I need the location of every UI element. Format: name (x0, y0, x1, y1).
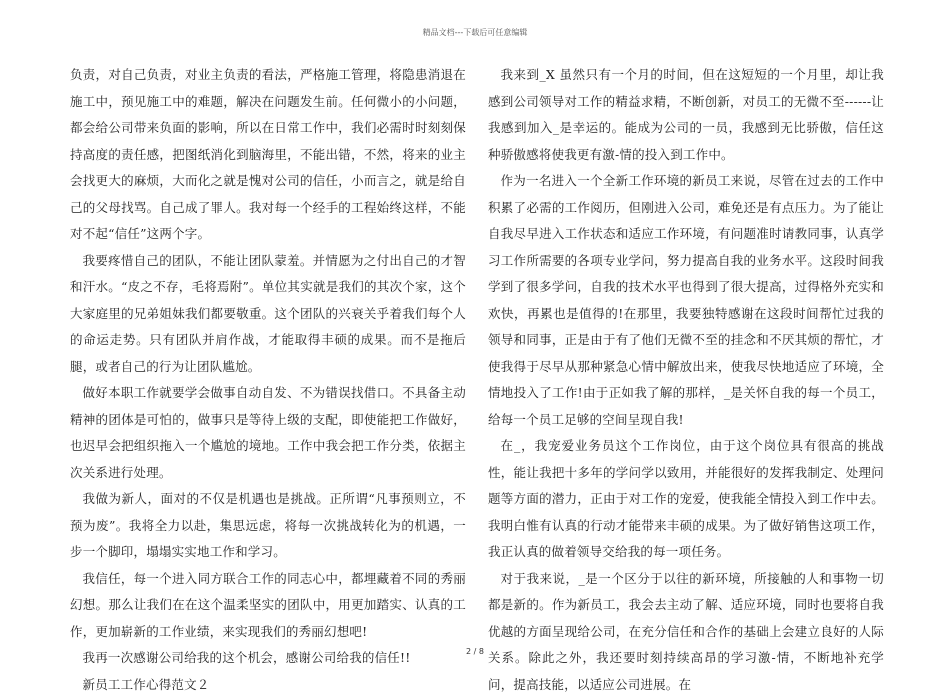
paragraph: 作为一名进入一个全新工作环境的新员工来说，尽管在过去的工作中积累了必需的工作阅历，但刚进入公司，难免还是有点压力。为了能让自我尽早进入工作状态和适应工作环境，有问题准时请教同事，认真学习工作所需要的各项专业学问，努力提高自我的业务水平。这段时间我学到了很多学问，自我的技术水平也得到了很大提高，过得格外充实和欢快，再累也是值得的!在那里，我要独特感谢在这段时间帮忙过我的领导和同事，正是由于有了他们无微不至的挂念和不厌其烦的帮忙，才使我得于尽早从那种紧急心情中解放出来，使我尽快地适应了环境，全情地投入了工作!由于正如我了解的那样，_是关怀自我的每一个员工，给每一个员工足够的空间呈现自我! (488, 168, 884, 433)
page-header: 精品文档---下载后可任意编辑 (0, 27, 950, 38)
left-column (70, 62, 466, 698)
paragraph: 我做为新人，面对的不仅是机遇也是挑战。正所谓“凡事预则立，不预为废”。我将全力以赴，集思远虑，将每一次挑战转化为的机遇，一步一个脚印，塌塌实实地工作和学习。 (70, 486, 466, 566)
paragraph: 在_，我宠爱业务员这个工作岗位，由于这个岗位具有很高的挑战性，能让我把十多年的学问学以致用，并能很好的发挥我制定、处理问题等方面的潜力，正由于对工作的宠爱，使我能全情投入到工作中去。我明白惟有认真的行动才能带来丰硕的成果。为了做好销售这项工作，我正认真的做着领导交给我的每一项任务。 (488, 433, 884, 566)
paragraph: 负责，对自己负责，对业主负责的看法，严格施工管理，将隐患消退在施工中，预见施工中的难题，解决在问题发生前。任何微小的小问题，都会给公司带来负面的影响，所以在日常工作中，我们必需时时刻刻保持高度的责任感，把图纸消化到脑海里，不能出错，不然，将来的业主会找更大的麻烦，大而化之就是愧对公司的信任，小而言之，就是给自己的父母找骂。自己成了罪人。我对每一个经手的工程始终这样，不能对不起“信任”这两个字。 (70, 62, 466, 248)
paragraph: 我要疼惜自己的团队，不能让团队蒙羞。并情愿为之付出自己的才智和汗水。“皮之不存，毛将焉附”。单位其实就是我们的其次个家，这个大家庭里的兄弟姐妹我们都要敬重。这个团队的兴衰关乎着我们每个人的命运走势。只有团队并肩作战，才能取得丰硕的成果。而不是拖后腿，或者自己的行为让团队尴尬。 (70, 248, 466, 381)
section-heading: 新员工工作心得范文２ (70, 672, 466, 698)
paragraph: 我来到_X 虽然只有一个月的时间，但在这短短的一个月里，却让我感到公司领导对工作的精益求精，不断创新，对员工的无微不至------让我感到加入_是幸运的。能成为公司的一员，我感到无比骄傲，信任这种骄傲感将使我更有激-情的投入到工作中。 (488, 62, 884, 168)
paragraph: 我信任，每一个进入同方联合工作的同志心中，都埋藏着不同的秀丽幻想。那么让我们在在这个温柔坚实的团队中，用更加踏实、认真的工作，更加崭新的工作业绩，来实现我们的秀丽幻想吧! (70, 566, 466, 646)
paragraph: 对于我来说，_是一个区分于以往的新环境，所接触的人和事物一切都是新的。作为新员工，我会去主动了解、适应环境，同时也要将自我优越的方面呈现给公司，在充分信任和合作的基础上会建立良好的人际关系。除此之外，我还要时刻持续高昂的学习激-情，不断地补充学问，提高技能，以适应公司进展。在 (488, 566, 884, 698)
paragraph: 做好本职工作就要学会做事自动自发、不为错误找借口。不具备主动精神的团体是可怕的，做事只是等待上级的支配，即使能把工作做好，也迟早会把组织拖入一个尴尬的境地。工作中我会把工作分类，依据主次关系进行处理。 (70, 380, 466, 486)
page-number: 2 / 8 (0, 647, 950, 656)
paragraph: 我再一次感谢公司给我的这个机会，感谢公司给我的信任!! (70, 645, 466, 672)
right-column (488, 62, 884, 698)
